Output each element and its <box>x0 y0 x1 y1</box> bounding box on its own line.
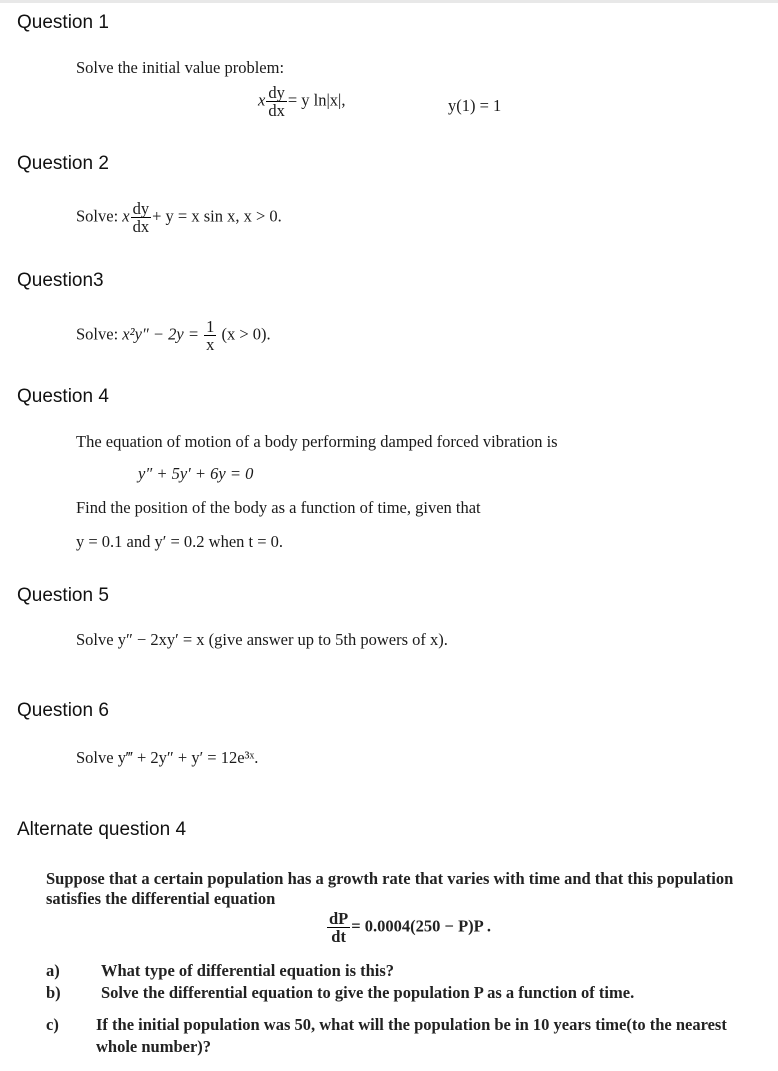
question-4-heading: Question 4 <box>17 386 109 407</box>
alt-item-b-text: Solve the differential equation to give the population P as a function of time. <box>101 983 635 1002</box>
fraction-denominator: dx <box>132 217 150 237</box>
question-4-intro: The equation of motion of a body performing damped forced vibration is <box>76 432 558 451</box>
fraction-denominator: dx <box>268 101 285 121</box>
question-5-heading: Question 5 <box>17 585 109 606</box>
question-6-text: Solve y‴ + 2y″ + y′ = 12e³ˣ. <box>76 748 259 767</box>
eq-var: x <box>122 206 130 226</box>
alt-item-a-text: What type of differential equation is this? <box>101 961 395 980</box>
eq-rhs: + y = x sin x, x > 0. <box>152 206 282 226</box>
eq-rhs: = 0.0004(250 − P)P . <box>351 916 492 936</box>
alternate-question-4-heading: Alternate question 4 <box>17 819 187 840</box>
question-4-find: Find the position of the body as a function of time, given that <box>76 498 481 517</box>
alt-item-c-text-line-1: If the initial population was 50, what will the population be in 10 years time(to the nearest <box>96 1015 727 1034</box>
fraction-denominator: x <box>206 335 215 355</box>
question-4-equation <box>138 464 253 484</box>
question-1-initial-condition: y(1) = 1 <box>448 96 502 115</box>
eq-tail: (x > 0). <box>221 324 271 344</box>
alt-item-c-text-line-2: whole number)? <box>96 1037 212 1056</box>
fraction-numerator: dy <box>268 83 285 102</box>
fraction-numerator: 1 <box>206 317 215 336</box>
question-1-heading: Question 1 <box>17 12 109 33</box>
eq-rhs: = y ln|x|, <box>287 90 346 110</box>
derivative-fraction <box>266 84 287 120</box>
derivative-fraction <box>131 200 152 236</box>
solve-prefix: Solve: <box>76 206 119 226</box>
question-3-equation <box>76 318 271 354</box>
alt-intro-line-1: Suppose that a certain population has a growth rate that varies with time and that this population <box>46 869 734 888</box>
fraction <box>204 318 216 354</box>
question-4-conditions: y = 0.1 and y′ = 0.2 when t = 0. <box>76 532 284 551</box>
fraction-numerator: dy <box>132 199 150 218</box>
question-1-prompt: Solve the initial value problem: <box>76 58 285 77</box>
equation-text: y″ + 5y′ + 6y = 0 <box>138 464 254 483</box>
alt-equation <box>326 910 491 946</box>
alt-item-b-label: b) <box>46 983 61 1002</box>
derivative-fraction <box>327 910 350 946</box>
top-divider <box>0 0 778 3</box>
question-2-heading: Question 2 <box>17 153 109 174</box>
question-5-text: Solve y″ − 2xy′ = x (give answer up to 5th powers of x). <box>76 630 448 649</box>
alt-item-c-label: c) <box>46 1015 59 1034</box>
fraction-denominator: dt <box>331 927 346 947</box>
eq-var: x <box>258 90 266 110</box>
question-6-heading: Question 6 <box>17 700 109 721</box>
question-3-heading: Question3 <box>17 270 104 291</box>
fraction-numerator: dP <box>329 909 349 928</box>
solve-prefix: Solve: <box>76 324 119 344</box>
alt-item-a-label: a) <box>46 961 60 980</box>
eq-lhs: x²y″ − 2y = <box>122 324 199 344</box>
alt-intro-line-2: satisfies the differential equation <box>46 889 276 908</box>
question-2-equation <box>76 200 282 236</box>
question-1-equation <box>258 84 345 120</box>
